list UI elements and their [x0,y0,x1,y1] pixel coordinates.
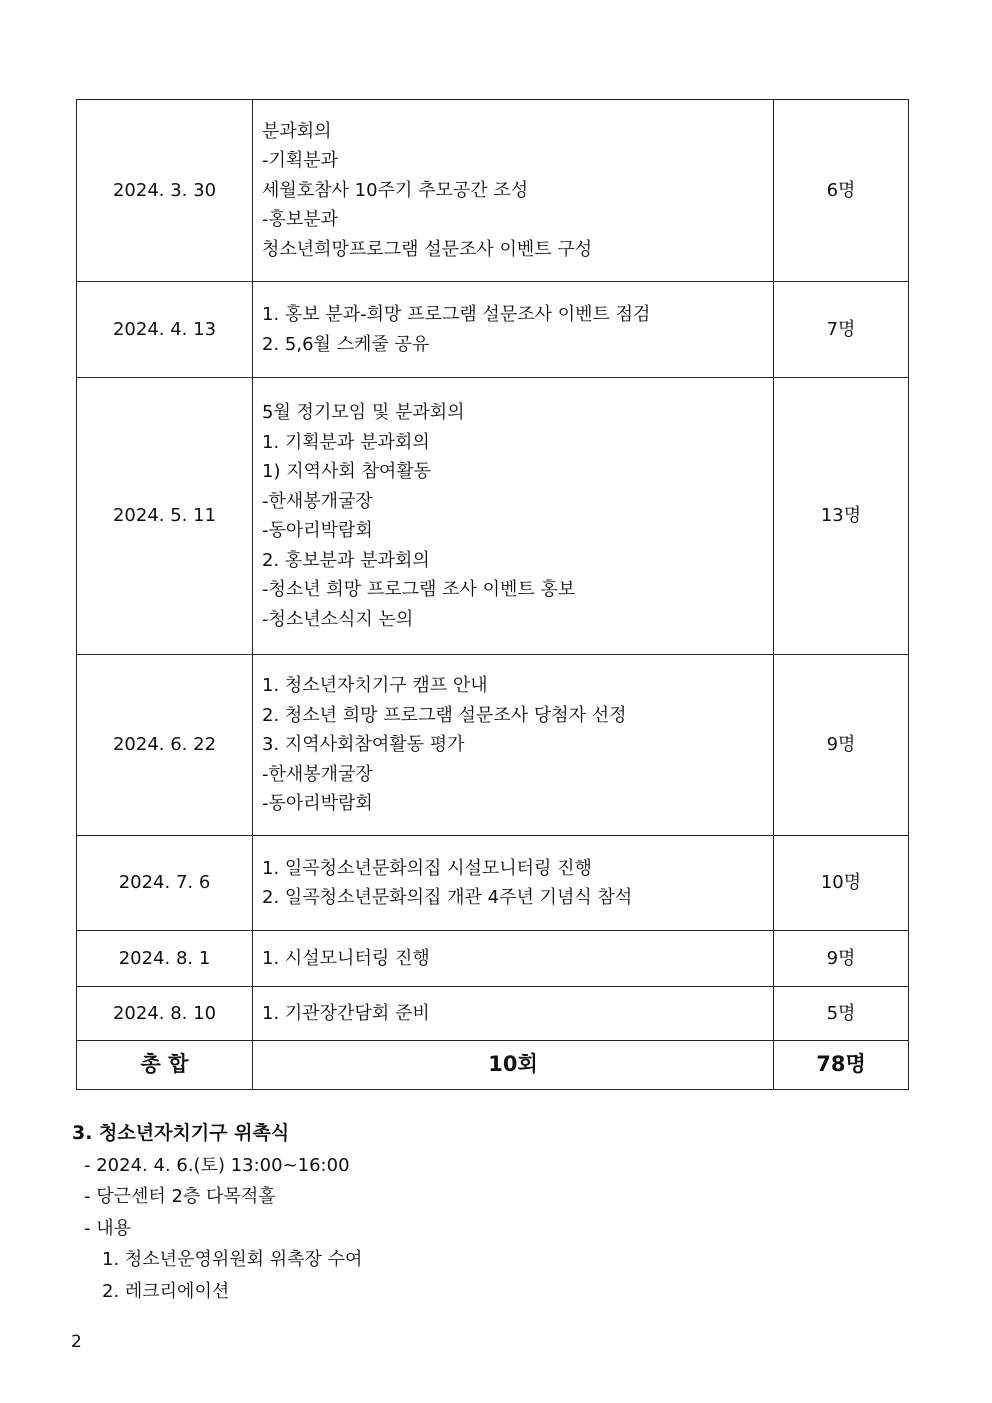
table-row [77,987,909,1041]
content-line: 3. 지역사회참여활동 평가 [262,734,465,756]
row-content [253,987,774,1041]
content-line: 1. 일곡청소년문화의집 시설모니터링 진행 [262,857,592,879]
content-line: -동아리박람회 [262,793,373,815]
row-content [253,931,774,987]
row-count: 13명 [774,378,909,655]
row-count: 10명 [774,836,909,931]
content-line: 2. 일곡청소년문화의집 개관 4주년 기념식 참석 [262,887,633,908]
section-heading: 3. 청소년자치기구 위촉식 [72,1122,290,1144]
content-line: 2. 청소년 희망 프로그램 설문조사 당첨자 선정 [262,704,627,726]
table-row [77,836,909,931]
total-row [77,1041,909,1090]
content-line: -홍보분과 [262,209,339,231]
row-content [253,655,774,836]
row-date: 2024. 6. 22 [77,655,253,836]
row-content [253,282,774,378]
total-count: 78명 [774,1041,909,1090]
content-line: -청소년 희망 프로그램 조사 이벤트 홍보 [262,579,576,600]
content-line: -동아리박람회 [262,520,373,541]
content-line: 1. 홍보 분과-희망 프로그램 설문조사 이벤트 점검 [262,304,651,325]
table-row [77,378,909,655]
row-content [253,100,774,282]
appointment-ceremony-section [72,1118,932,1307]
row-count: 9명 [774,655,909,836]
row-date: 2024. 7. 6 [77,836,253,931]
table-row [77,282,909,378]
content-line: 1) 지역사회 참여활동 [262,461,432,482]
table-row [77,655,909,836]
table-row [77,931,909,987]
content-line: 분과회의 [262,120,332,142]
row-date: 2024. 8. 10 [77,987,253,1041]
meeting-log-table [76,99,909,1090]
content-line: 5월 정기모임 및 분과회의 [262,402,465,423]
content-line: -한새봉개굴장 [262,490,373,512]
content-line: -한새봉개굴장 [262,763,373,785]
content-line: 1. 기관장간담회 준비 [262,1002,430,1024]
content-line: 1. 청소년자치기구 캠프 안내 [262,675,488,697]
section-sub-item: 2. 레크리에이션 [102,1280,230,1302]
section-item: - 내용 [84,1217,131,1239]
row-date: 2024. 8. 1 [77,931,253,987]
content-line: 2. 홍보분과 분과회의 [262,549,430,571]
content-line: -청소년소식지 논의 [262,608,414,630]
row-count: 5명 [774,987,909,1041]
row-count: 9명 [774,931,909,987]
content-line: 1. 기획분과 분과회의 [262,431,430,453]
meeting-log-body [77,100,909,1090]
content-line: 청소년희망프로그램 설문조사 이벤트 구성 [262,238,593,260]
row-count: 7명 [774,282,909,378]
row-date: 2024. 5. 11 [77,378,253,655]
content-line: -기획분과 [262,150,339,172]
row-count: 6명 [774,100,909,282]
content-line: 2. 5,6월 스케줄 공유 [262,333,430,355]
row-content [253,378,774,655]
total-label: 총 합 [77,1041,253,1090]
section-item: - 2024. 4. 6.(토) 13:00~16:00 [84,1154,350,1176]
row-date: 2024. 3. 30 [77,100,253,282]
page-number: 2 [71,1332,82,1352]
section-item: - 당근센터 2층 다목적홀 [84,1186,276,1207]
content-line: 1. 시설모니터링 진행 [262,947,430,969]
total-sessions: 10회 [253,1041,774,1090]
row-date: 2024. 4. 13 [77,282,253,378]
row-content [253,836,774,931]
section-sub-item: 1. 청소년운영위원회 위촉장 수여 [102,1249,363,1270]
table-row [77,100,909,282]
content-line: 세월호참사 10주기 추모공간 조성 [262,179,529,201]
